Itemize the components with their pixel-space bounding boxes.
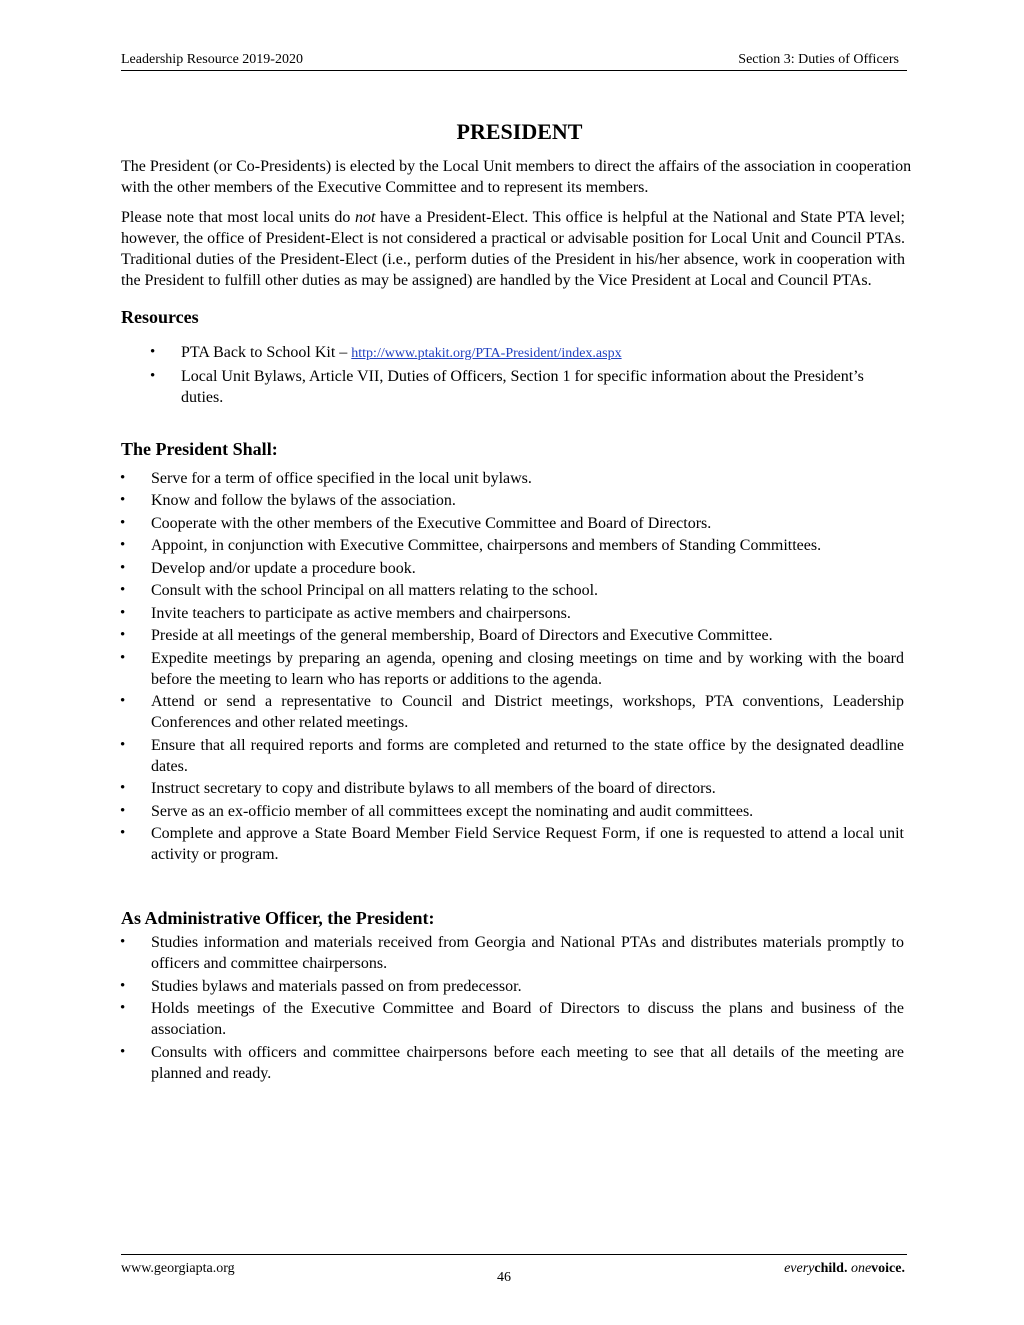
ptakit-link[interactable]: http://www.ptakit.org/PTA-President/index.aspx (351, 346, 622, 361)
tagline-every: every (784, 1261, 815, 1276)
list-item: • Studies bylaws and materials passed on from predecessor. (151, 976, 904, 997)
admin-list (121, 932, 904, 1084)
resources-heading: Resources (121, 307, 199, 327)
list-item: • Serve as an ex-officio member of all committees except the nominating and audit committees. (151, 801, 904, 822)
header-right: Section 3: Duties of Officers (738, 52, 899, 67)
note-paragraph (121, 207, 905, 291)
note-before: Please note that most local units do (121, 209, 355, 226)
list-item: • Know and follow the bylaws of the association. (151, 490, 904, 511)
header-left: Leadership Resource 2019-2020 (121, 52, 303, 67)
list-item: • Local Unit Bylaws, Article VII, Duties of Officers, Section 1 for specific information about the President’s duties. (181, 366, 901, 408)
list-item: • Appoint, in conjunction with Executive Committee, chairpersons and members of Standing Committees. (151, 535, 904, 556)
list-item: • Studies information and materials received from Georgia and National PTAs and distributes materials promptly to officers and committee chairpersons. (151, 932, 904, 974)
note-emphasis: not (354, 209, 376, 226)
list-item: • Holds meetings of the Executive Committee and Board of Directors to discuss the plans and business of the association. (151, 998, 904, 1040)
list-item: • Complete and approve a State Board Member Field Service Request Form, if one is requested to attend a local unit activity or program. (151, 823, 904, 865)
shall-list (121, 468, 904, 866)
list-item: • Ensure that all required reports and forms are completed and returned to the state office by the designated deadline dates. (151, 735, 904, 777)
list-item: • Cooperate with the other members of the Executive Committee and Board of Directors. (151, 513, 904, 534)
list-item (181, 342, 901, 364)
list-item: • Invite teachers to participate as active members and chairpersons. (151, 603, 904, 624)
admin-heading: As Administrative Officer, the President: (121, 908, 435, 928)
resource-text: PTA Back to School Kit – (181, 344, 352, 361)
shall-heading: The President Shall: (121, 438, 278, 459)
page-number: 46 (497, 1270, 511, 1285)
page-footer (121, 1254, 907, 1285)
list-item: • Serve for a term of office specified in the local unit bylaws. (151, 468, 904, 489)
list-item: • Expedite meetings by preparing an agenda, opening and closing meetings on time and by working with the board before the meeting to learn who has reports or additions to the agenda. (151, 648, 904, 690)
list-item: • Consult with the school Principal on all matters relating to the school. (151, 580, 904, 601)
page-content (121, 117, 918, 1085)
tagline-voice: voice. (871, 1261, 905, 1276)
tagline-one: one (850, 1261, 872, 1276)
note-after: have a President-Elect. This office is helpful at the National and State PTA level; however, the office of President-Elect is not considered a practical or advisable position for Local Unit and Council PTAs. Traditional duties of the President-Elect (i.e., perform duties of the President in his/her absence, work in cooperation with the President to fulfill other duties as may be assigned) are handled by the Vice President at Local and Council PTAs. (121, 209, 906, 289)
footer-website: www.georgiapta.org (121, 1261, 235, 1276)
list-item: • Instruct secretary to copy and distribute bylaws to all members of the board of directors. (151, 778, 904, 799)
list-item: • Develop and/or update a procedure book. (151, 558, 904, 579)
page-header (121, 47, 907, 71)
list-item: • Consults with officers and committee chairpersons before each meeting to see that all details of the meeting are planned and ready. (151, 1042, 904, 1084)
tagline-child: child. (814, 1261, 848, 1276)
resources-list (121, 342, 901, 408)
intro-paragraph: The President (or Co-Presidents) is elected by the Local Unit members to direct the affairs of the association in cooperation with the other members of the Executive Committee and to represent its members. (121, 158, 912, 196)
footer-tagline (784, 1261, 905, 1277)
list-item: • Preside at all meetings of the general membership, Board of Directors and Executive Committee. (151, 625, 904, 646)
page-title: PRESIDENT (456, 119, 583, 144)
list-item: • Attend or send a representative to Council and District meetings, workshops, PTA conventions, Leadership Conferences and other related meetings. (151, 691, 904, 733)
